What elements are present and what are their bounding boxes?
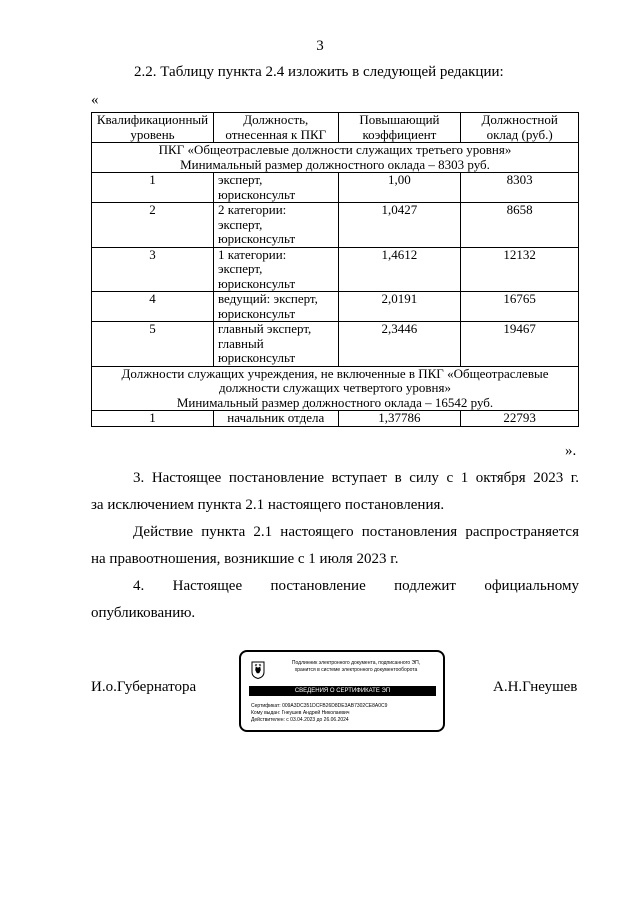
- header-position: Должность, отнесенная к ПКГ: [213, 113, 338, 143]
- deer-emblem-icon: [251, 661, 265, 679]
- stamp-note: [271, 660, 441, 673]
- table-row: [92, 247, 579, 292]
- cell-level: 1: [92, 173, 214, 203]
- stamp-note-line1: Подлинник электронного документа, подписанного ЭП,: [291, 660, 421, 666]
- certificate-owner: Кому выдан: Гнеушев Андрей Николаевич: [251, 710, 350, 716]
- cell-position: главный эксперт, главный юрисконсульт: [213, 322, 338, 367]
- quote-close: ».: [565, 443, 577, 459]
- table-row: [92, 173, 579, 203]
- cell-position: 1 категории: эксперт, юрисконсульт: [213, 247, 338, 292]
- paragraph-3b-line1: Действие пункта 2.1 настоящего постановления распространяется: [133, 524, 579, 540]
- cell-position: начальник отдела: [213, 411, 338, 427]
- cell-salary: 19467: [461, 322, 579, 367]
- cell-level: 2: [92, 203, 214, 248]
- signatory-title: И.о.Губернатора: [91, 679, 197, 695]
- electronic-signature-stamp: [239, 650, 445, 732]
- group2-header-row: [92, 366, 579, 411]
- table-row: [92, 292, 579, 322]
- cell-level: 5: [92, 322, 214, 367]
- cell-position: 2 категории: эксперт, юрисконсульт: [213, 203, 338, 248]
- paragraph-4-line2: опубликованию.: [91, 605, 196, 621]
- table-row: [92, 322, 579, 367]
- certificate-number: Сертификат: 009A3DC351DCFB26D8DE3AB7302CE8A0C9: [251, 703, 388, 709]
- signatory-name: А.Н.Гнеушев: [493, 679, 578, 695]
- salary-table: [91, 112, 579, 427]
- cell-salary: 12132: [461, 247, 579, 292]
- header-level: Квалификационный уровень: [92, 113, 214, 143]
- quote-open: «: [91, 92, 99, 108]
- table-row: [92, 411, 579, 427]
- cell-coefficient: 1,00: [338, 173, 461, 203]
- cell-coefficient: 1,0427: [338, 203, 461, 248]
- group1-header-row: [92, 143, 579, 173]
- group2-min-salary: Минимальный размер должностного оклада – 16542 руб.: [176, 394, 494, 410]
- header-salary: Должностной оклад (руб.): [461, 113, 579, 143]
- group2-section: [92, 366, 579, 411]
- group1-min-salary: Минимальный размер должностного оклада – 8303 руб.: [180, 156, 490, 172]
- intro-text: 2.2. Таблицу пункта 2.4 изложить в следующей редакции:: [134, 64, 504, 80]
- paragraph-3-line1: 3. Настоящее постановление вступает в силу с 1 октября 2023 г.: [133, 470, 579, 486]
- certificate-validity: Действителен: с 03.04.2023 до 26.06.2024: [251, 717, 349, 723]
- cell-coefficient: 2,3446: [338, 322, 461, 367]
- header-coefficient: Повышающий коэффициент: [338, 113, 461, 143]
- paragraph-3b-line2: на правоотношения, возникшие с 1 июля 2023 г.: [91, 551, 399, 567]
- table-row: [92, 203, 579, 248]
- cell-level: 1: [92, 411, 214, 427]
- group1-title: ПКГ «Общеотраслевые должности служащих третьего уровня»: [158, 142, 512, 157]
- cell-level: 4: [92, 292, 214, 322]
- cell-level: 3: [92, 247, 214, 292]
- cell-coefficient: 1,37786: [338, 411, 461, 427]
- group2-title: Должности служащих учреждения, не включенные в ПКГ «Общеотраслевые должности служащих четвертого уровня»: [121, 365, 549, 395]
- cell-coefficient: 1,4612: [338, 247, 461, 292]
- table-header-row: [92, 113, 579, 143]
- certificate-info-bar: СВЕДЕНИЯ О СЕРТИФИКАТЕ ЭП: [249, 686, 436, 696]
- cell-position: эксперт, юрисконсульт: [213, 173, 338, 203]
- cell-salary: 8303: [461, 173, 579, 203]
- cell-coefficient: 2,0191: [338, 292, 461, 322]
- cell-position: ведущий: эксперт, юрисконсульт: [213, 292, 338, 322]
- cell-salary: 8658: [461, 203, 579, 248]
- paragraph-3-line2: за исключением пункта 2.1 настоящего постановления.: [91, 497, 445, 513]
- group1-section: [92, 143, 579, 173]
- stamp-note-line2: хранится в системе электронного документооборота: [294, 666, 418, 673]
- paragraph-4-line1: 4. Настоящее постановление подлежит официальному: [133, 578, 579, 594]
- page-number: 3: [316, 38, 324, 54]
- cell-salary: 16765: [461, 292, 579, 322]
- cell-salary: 22793: [461, 411, 579, 427]
